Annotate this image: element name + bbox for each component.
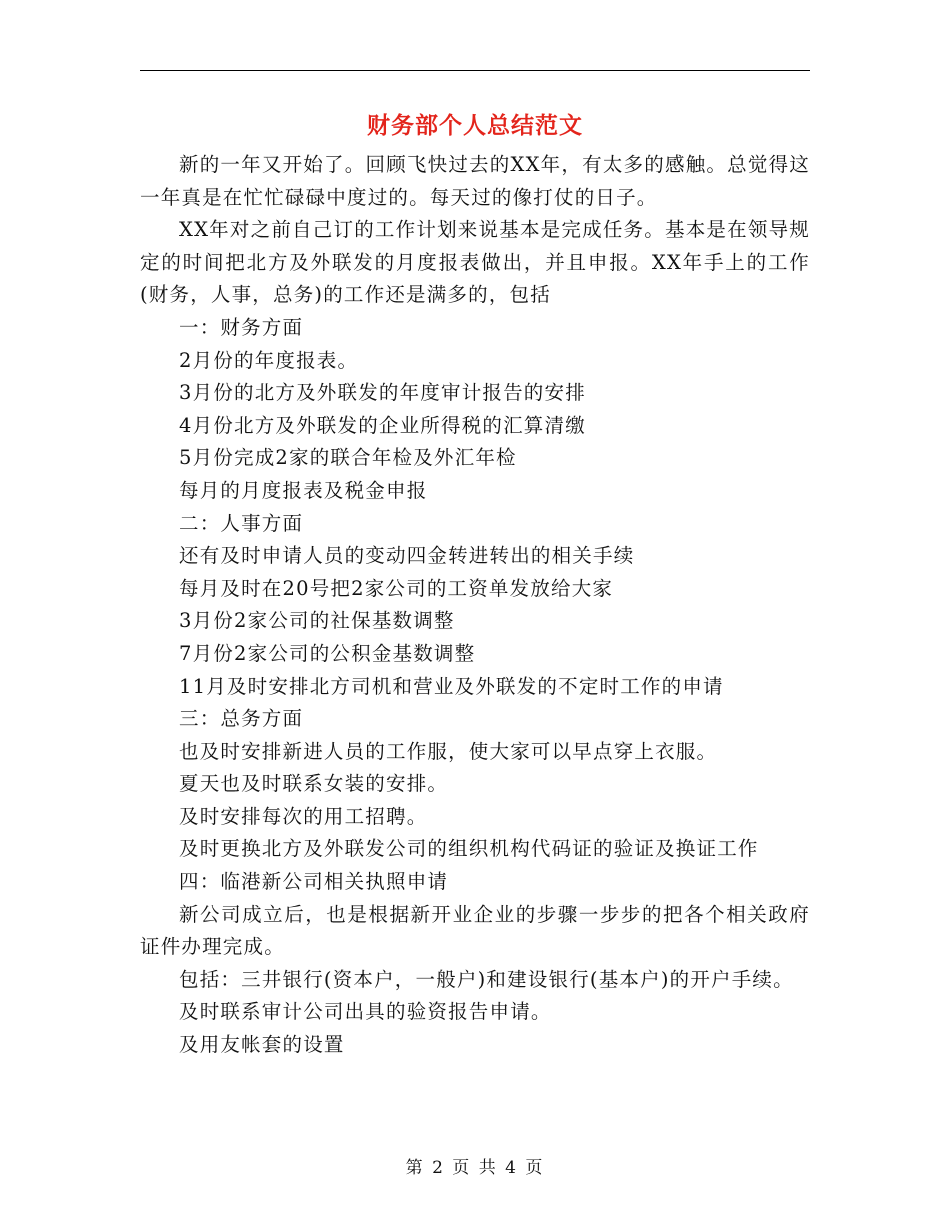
section-heading: 二：人事方面 xyxy=(179,511,304,535)
section-heading: 三：总务方面 xyxy=(179,707,304,731)
list-item: 3月份的北方及外联发的年度审计报告的安排 xyxy=(179,381,586,405)
list-item: 及用友帐套的设置 xyxy=(179,1033,345,1057)
section-heading: 四：临港新公司相关执照申请 xyxy=(179,870,449,894)
page-footer: 第 2 页 共 4 页 xyxy=(405,1158,545,1178)
list-item: 3月份2家公司的社保基数调整 xyxy=(179,609,455,633)
list-item: 及时更换北方及外联发公司的组织机构代码证的验证及换证工作 xyxy=(179,837,759,861)
paragraph: XX年对之前自己订的工作计划来说基本是完成任务。基本是在领导规定的时间把北方及外联发的月度报表做出，并且申报。XX年手上的工作(财务，人事，总务)的工作还是满多的，包括 xyxy=(140,218,810,307)
list-item: 及时安排每次的用工招聘。 xyxy=(179,804,428,828)
paragraph: 新的一年又开始了。回顾飞快过去的XX年，有太多的感触。总觉得这一年真是在忙忙碌碌中度过的。每天过的像打仗的日子。 xyxy=(140,153,810,209)
section-heading: 一：财务方面 xyxy=(179,315,304,339)
document-body xyxy=(140,149,810,1062)
list-item: 也及时安排新进人员的工作服，使大家可以早点穿上衣服。 xyxy=(179,739,718,763)
list-item: 及时联系审计公司出具的验资报告申请。 xyxy=(179,1000,552,1024)
list-item: 4月份北方及外联发的企业所得税的汇算清缴 xyxy=(179,413,586,437)
list-item: 7月份2家公司的公积金基数调整 xyxy=(179,641,476,665)
list-item: 5月份完成2家的联合年检及外汇年检 xyxy=(179,446,517,470)
list-item: 11月及时安排北方司机和营业及外联发的不定时工作的申请 xyxy=(179,674,724,698)
list-item: 2月份的年度报表。 xyxy=(179,348,359,372)
list-item: 夏天也及时联系女装的安排。 xyxy=(179,772,449,796)
list-item: 每月及时在20号把2家公司的工资单发放给大家 xyxy=(179,576,614,600)
header-rule xyxy=(140,70,810,71)
list-item: 每月的月度报表及税金申报 xyxy=(179,478,428,502)
paragraph: 新公司成立后，也是根据新开业企业的步骤一步步的把各个相关政府证件办理完成。 xyxy=(140,902,810,959)
paragraph: 包括：三井银行(资本户，一般户)和建设银行(基本户)的开户手续。 xyxy=(179,967,794,991)
list-item: 还有及时申请人员的变动四金转进转出的相关手续 xyxy=(179,544,635,568)
document-title: 财务部个人总结范文 xyxy=(367,112,583,139)
